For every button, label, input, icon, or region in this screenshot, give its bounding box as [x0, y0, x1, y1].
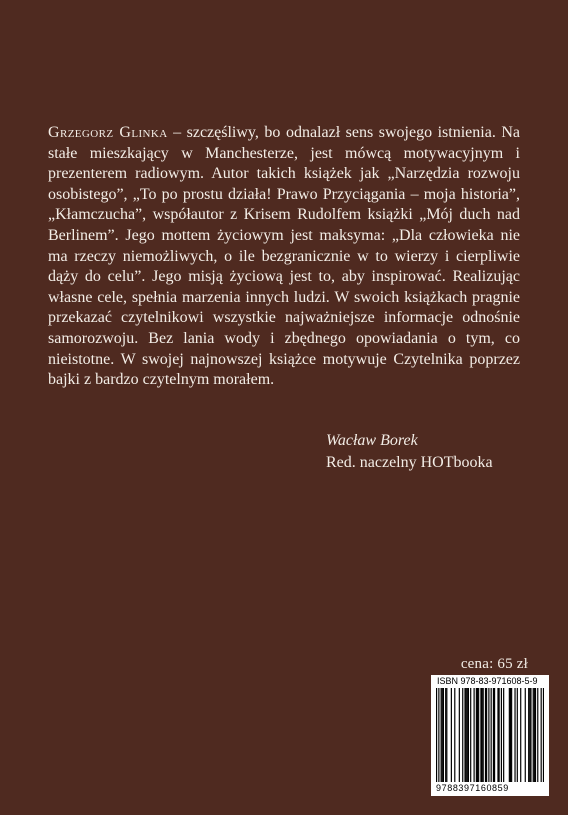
barcode-bar [525, 688, 526, 782]
barcode-bar [510, 688, 511, 782]
signature-name: Wacław Borek [326, 432, 418, 449]
barcode-bar [517, 688, 518, 782]
barcode-bar [514, 688, 515, 782]
barcode-bar [476, 688, 477, 782]
blurb-text: – szczęśliwy, bo odnalazł sens swojego istnienia. Na stałe mieszkający w Manchesterze, jest mówcą motywacyjnym i prezenterem radiowym. Autor takich książek jak „Narzędzia rozwoju osobistego”, „To po prostu działa! Prawo Przyciągania – moja historia”, „Kłamczucha”, współautor z Krisem Rudolfem książki „Mój duch nad Berlinem”. Jego mottem życiowym jest maksyma: „Dla człowieka nie ma rzeczy niemożliwych, o ile bezgranicznie w to wierzy i cierpliwie dąży do celu”. Jego misją życiową jest to, aby inspirować. Realizując własne cele, spełnia marzenia innych ludzi. W swoich książkach pragnie przekazać czytelnikowi wszystkie najważniejsze informacje odnośnie samorozwoju. Bez lania wody i zbędnego opowiadania o tym, co nieistotne. W swojej najnowszej książce motywuje Czytelnika poprzez bajki z bardzo czytelnym morałem. [48, 124, 520, 389]
barcode-bar [436, 688, 437, 782]
barcode-bar [537, 688, 538, 782]
barcode-bar [442, 688, 443, 782]
barcode-bar [491, 688, 492, 782]
barcode-bar [534, 688, 535, 782]
barcode-bar [533, 688, 534, 782]
barcode-digits: 9788397160859 [436, 783, 509, 793]
barcode-bar [462, 688, 463, 782]
barcode-bar [520, 688, 521, 782]
barcode-bar [535, 688, 536, 782]
barcode-bar [543, 688, 544, 782]
barcode-bar [493, 688, 494, 782]
barcode-bar [483, 688, 484, 782]
barcode-icon [436, 688, 544, 782]
price-label: cena: 65 zł [460, 656, 528, 672]
barcode-panel [431, 675, 549, 796]
barcode-bar [466, 688, 467, 782]
author-name: Grzegorz Glinka [48, 124, 168, 141]
barcode-bar [511, 688, 512, 782]
barcode-bar [451, 688, 452, 782]
back-cover-blurb [48, 123, 520, 391]
barcode-bar [446, 688, 447, 782]
barcode-bar [488, 688, 489, 782]
barcode-bar [528, 688, 529, 782]
signature-role: Red. naczelny HOTbooka [326, 454, 493, 471]
barcode-bar [497, 688, 498, 782]
barcode-bar [494, 688, 495, 782]
barcode-bar [477, 688, 478, 782]
barcode-bar [445, 688, 446, 782]
barcode-bar [468, 688, 469, 782]
barcode-bar [509, 688, 510, 782]
barcode-bar [541, 688, 542, 782]
barcode-bar [480, 688, 481, 782]
barcode-bar [501, 688, 502, 782]
barcode-bar [470, 688, 471, 782]
barcode-bar [459, 688, 460, 782]
barcode-bar [464, 688, 465, 782]
barcode-bar [485, 688, 486, 782]
barcode-bar [478, 688, 479, 782]
barcode-bar [503, 688, 504, 782]
barcode-bar [529, 688, 530, 782]
barcode-bar [454, 688, 455, 782]
barcode-bar [438, 688, 439, 782]
barcode-bar [467, 688, 468, 782]
barcode-bar [530, 688, 531, 782]
barcode-bar [486, 688, 487, 782]
barcode-bar [481, 688, 482, 782]
barcode-bar [443, 688, 444, 782]
signature [326, 430, 493, 474]
barcode-bar [441, 688, 442, 782]
isbn-label: ISBN 978-83-971608-5-9 [437, 676, 538, 686]
barcode-bar [499, 688, 500, 782]
barcode-bar [474, 688, 475, 782]
